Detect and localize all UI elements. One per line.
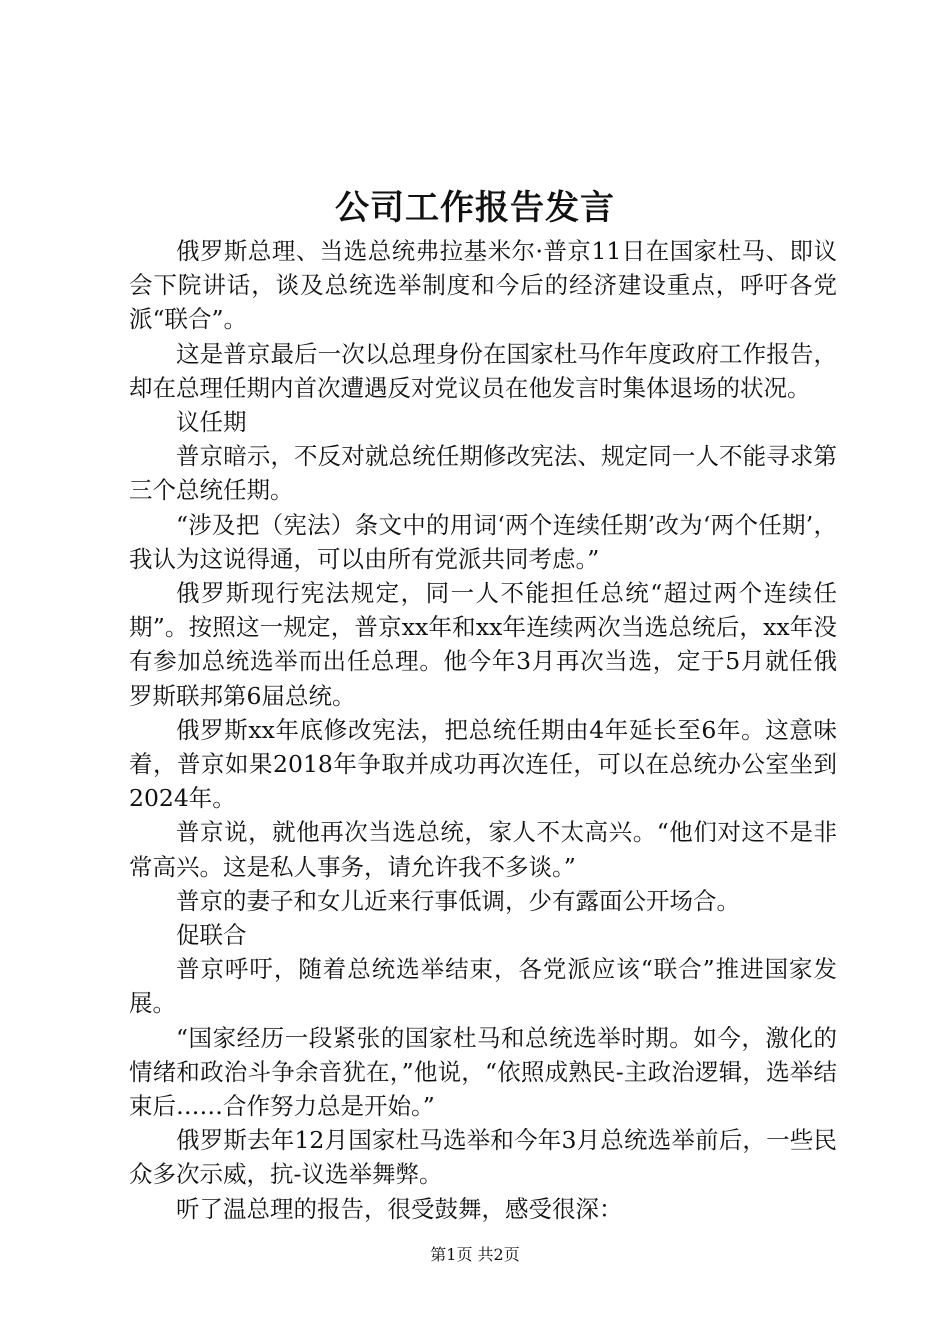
page-footer: 第1页 共2页 <box>430 1245 520 1264</box>
section-heading: 议任期 <box>176 408 247 437</box>
paragraph: 普京呼吁，随着总统选举结束，各党派应该“联合”推进国家发展。 <box>129 955 837 1018</box>
paragraph: 普京说，就他再次当选总统，家人不太高兴。“他们对这不是非常高兴。这是私人事务，请允许我不多谈。” <box>129 818 837 881</box>
paragraph: 普京的妻子和女儿近来行事低调，少有露面公开场合。 <box>176 886 740 915</box>
paragraph: “国家经历一段紧张的国家杜马和总统选举时期。如今，激化的情绪和政治斗争余音犹在，”他说，“依照成熟民-主政治逻辑，选举结束后……合作努力总是开始。” <box>129 1023 837 1121</box>
paragraph: 听了温总理的报告，很受鼓舞，感受很深： <box>176 1194 623 1223</box>
paragraph: 俄罗斯去年12月国家杜马选举和今年3月总统选举前后，一些民众多次示威，抗-议选举舞弊。 <box>129 1126 837 1189</box>
paragraph: 俄罗斯总理、当选总统弗拉基米尔·普京11日在国家杜马、即议会下院讲话，谈及总统选举制度和今后的经济建设重点，呼吁各党派“联合”。 <box>129 237 837 334</box>
paragraph: 这是普京最后一次以总理身份在国家杜马作年度政府工作报告，却在总理任期内首次遭遇反对党议员在他发言时集体退场的状况。 <box>129 339 837 402</box>
document-title: 公司工作报告发言 <box>335 188 615 228</box>
paragraph: 普京暗示，不反对就总统任期修改宪法、规定同一人不能寻求第三个总统任期。 <box>129 442 837 505</box>
paragraph: 俄罗斯xx年底修改宪法，把总统任期由4年延长至6年。这意味着，普京如果2018年争取并成功再次连任，可以在总统办公室坐到2024年。 <box>129 715 837 813</box>
paragraph: 俄罗斯现行宪法规定，同一人不能担任总统“超过两个连续任期”。按照这一规定，普京xx年和xx年连续两次当选总统后，xx年没有参加总统选举而出任总理。他今年3月再次当选，定于5月就任俄罗斯联邦第6届总统。 <box>129 579 837 710</box>
section-heading: 促联合 <box>176 921 247 950</box>
document-body <box>129 234 837 1226</box>
paragraph: “涉及把（宪法）条文中的用词‘两个连续任期’改为‘两个任期’，我认为这说得通，可以由所有党派共同考虑。” <box>129 510 837 573</box>
